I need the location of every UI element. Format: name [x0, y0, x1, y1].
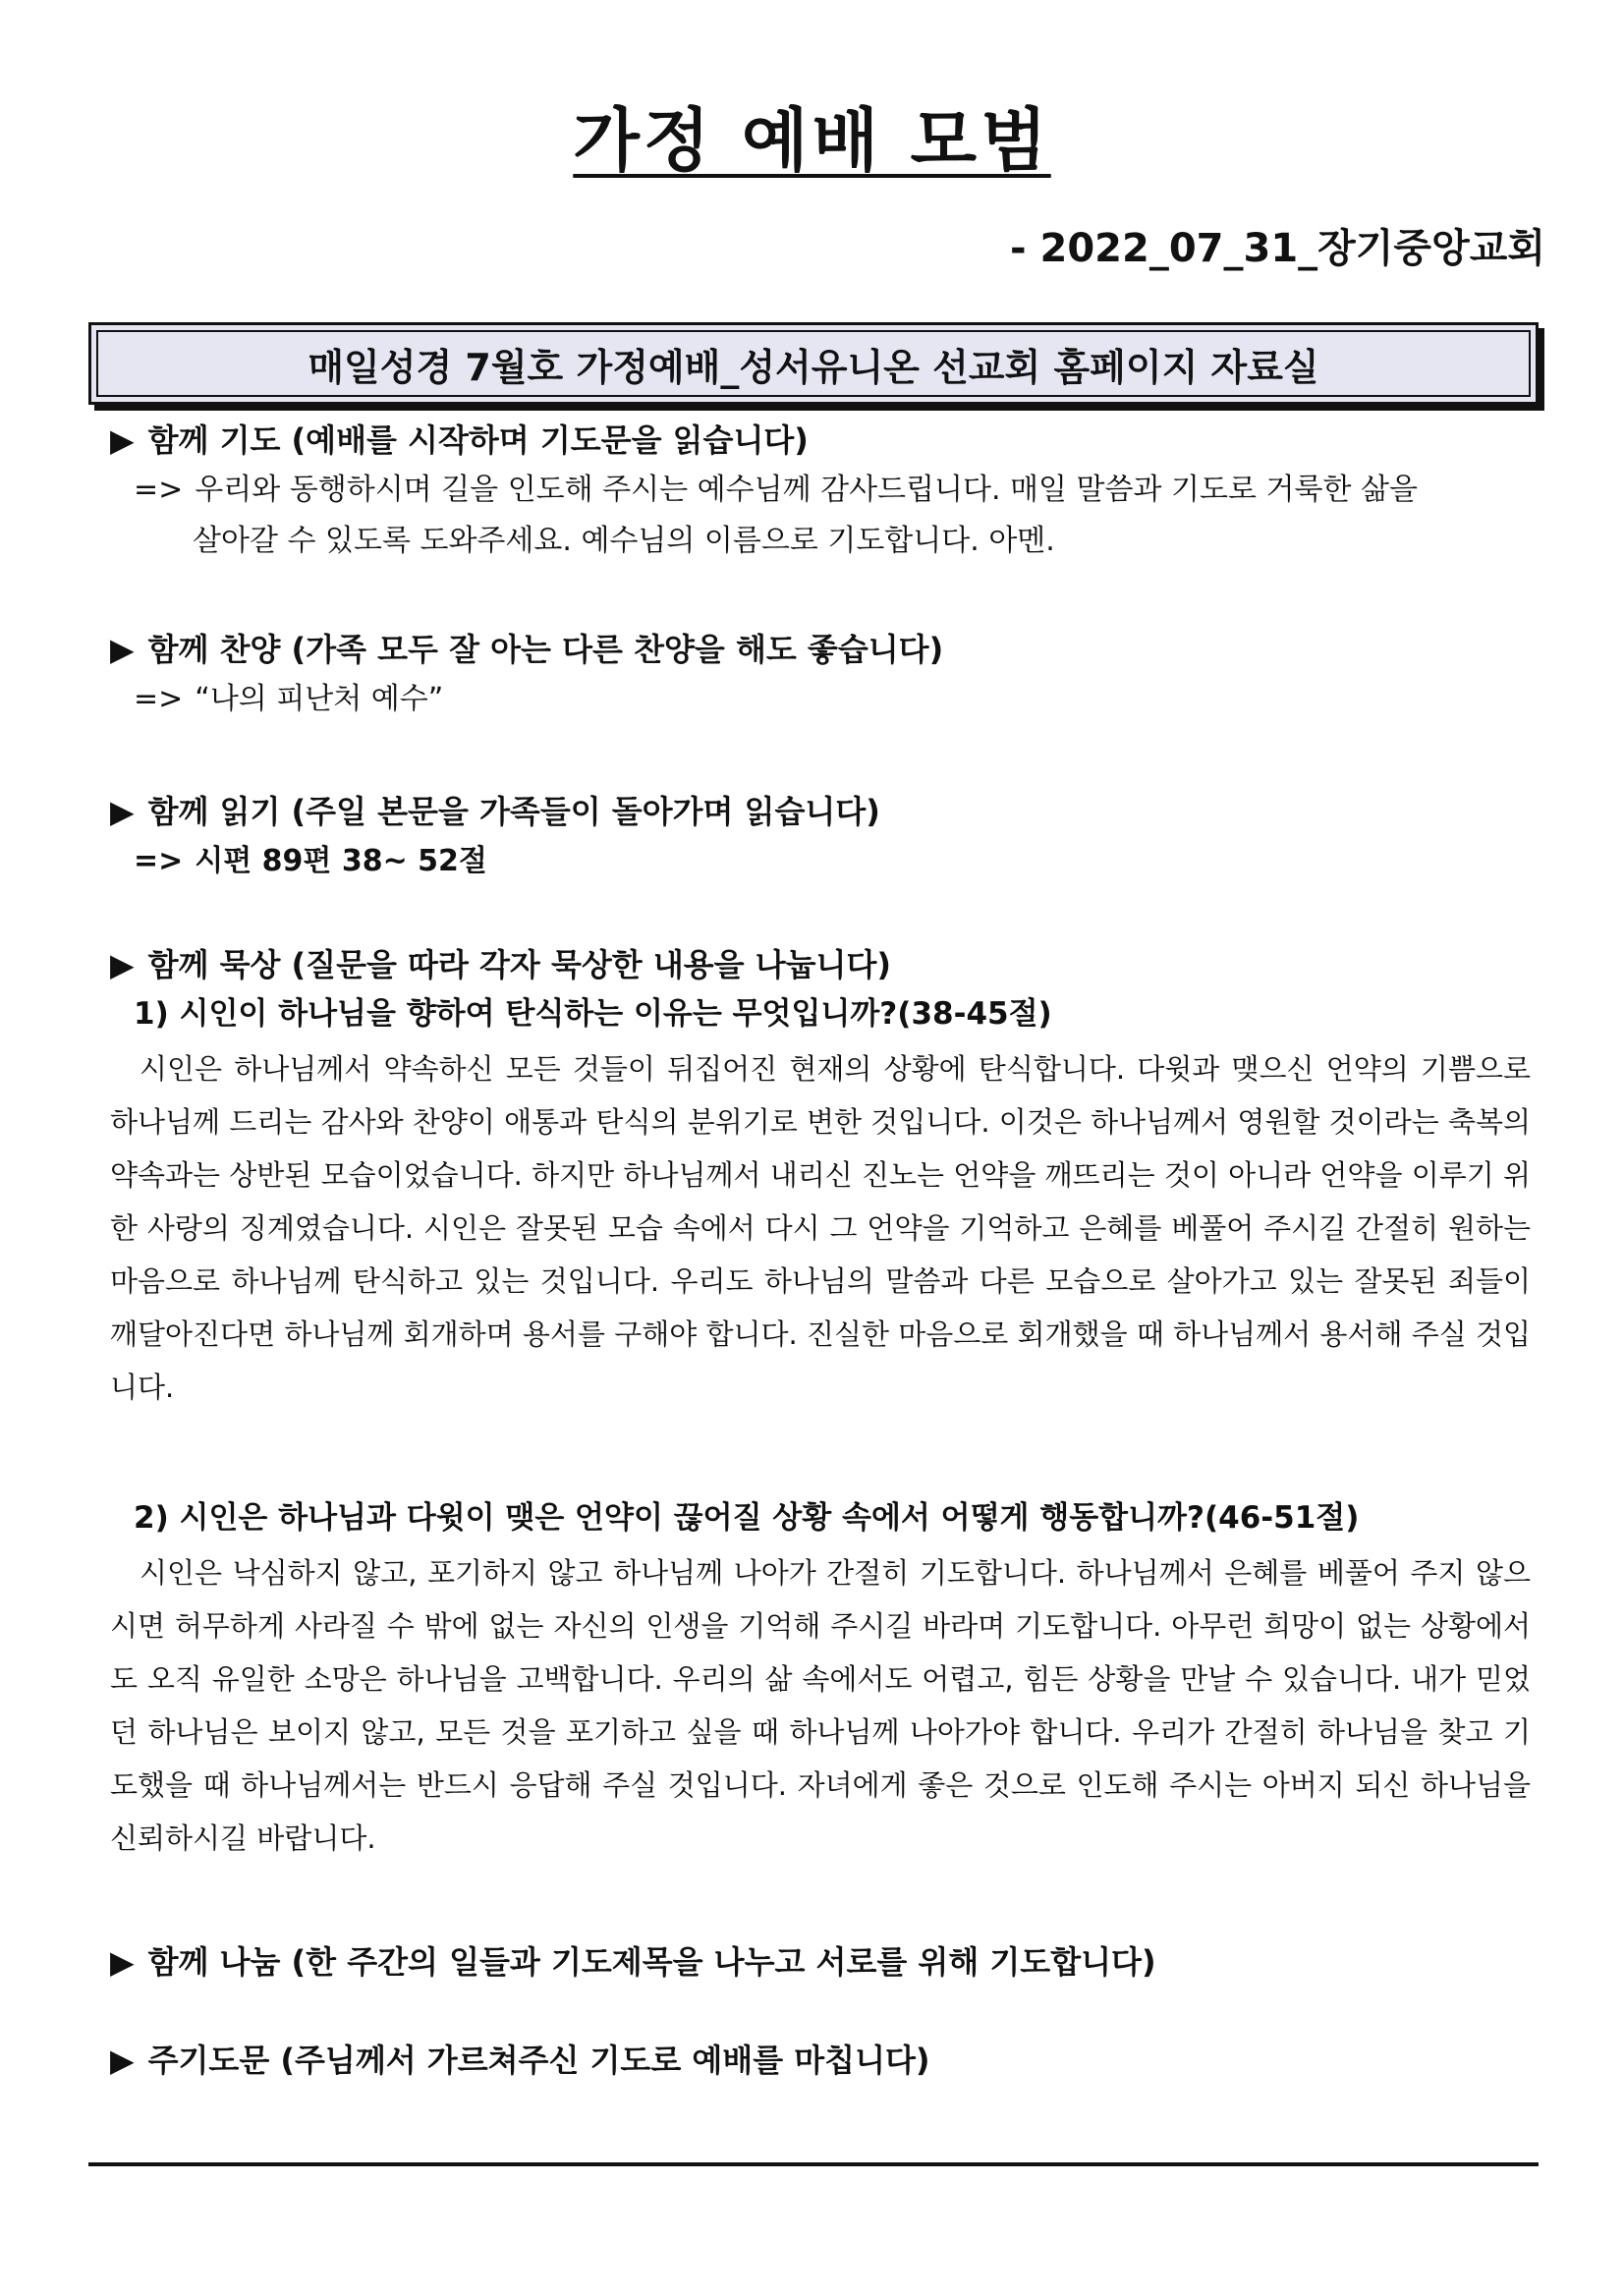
praise-song-title: “나의 피난처 예수”: [195, 682, 444, 716]
reading-heading-text: 함께 읽기 (주일 본문을 가족들이 돌아가며 읽습니다): [147, 793, 880, 830]
lords-prayer-heading-text: 주기도문 (주님께서 가르쳐주신 기도로 예배를 마칩니다): [147, 2042, 930, 2079]
prayer-heading: [110, 416, 1544, 465]
date-church-line: - 2022_07_31_장기중앙교회: [1009, 226, 1545, 271]
question-2: 2) 시인은 하나님과 다윗이 맺은 언약이 끊어질 상황 속에서 어떻게 행동합니까?(46-51절): [134, 1500, 1360, 1536]
prayer-text: [110, 465, 1544, 567]
section-prayer: [110, 416, 1544, 567]
prayer-line-1: 우리와 동행하시며 길을 인도해 주시는 예수님께 감사드립니다. 매일 말씀과 기도로 거룩한 삶을: [195, 473, 1418, 507]
triangle-bullet-icon: ▶: [110, 946, 135, 983]
reading-passage: [110, 836, 1544, 887]
praise-song: [110, 674, 1544, 725]
source-banner-text: 매일성경 7월호 가정예배_성서유니온 선교회 홈페이지 자료실: [96, 330, 1531, 397]
praise-heading-text: 함께 찬양 (가족 모두 잘 아는 다른 찬양을 해도 좋습니다): [147, 631, 944, 668]
triangle-bullet-icon: ▶: [110, 631, 135, 668]
page-title: [0, 96, 1624, 185]
section-reading: [110, 787, 1544, 887]
page-title-text: 가정 예배 모범: [573, 100, 1051, 181]
section-question-2: [110, 1493, 1544, 1865]
reading-passage-text: 시편 89편 38~ 52절: [195, 844, 487, 878]
prayer-line-2: 살아갈 수 있도록 도와주세요. 예수님의 이름으로 기도합니다. 아멘.: [193, 524, 1055, 558]
question-1: 1) 시인이 하나님을 향하여 탄식하는 이유는 무엇입니까?(38-45절): [134, 996, 1052, 1032]
source-banner: [88, 322, 1539, 405]
reading-heading: [110, 787, 1544, 836]
answer-2: 시인은 낙심하지 않고, 포기하지 않고 하나님께 나아가 간절히 기도합니다. 하나님께서 은혜를 베풀어 주지 않으시면 허무하게 사라질 수 밖에 없는 자신의 인생을 기억해 주시길 바라며 기도합니다. 아무런 희망이 없는 상황에서도 오직 유일한 소망은 하나님을 고백합니다. 우리의 삶 속에서도 어렵고, 힘든 상황을 만날 수 있습니다. 내가 믿었던 하나님은 보이지 않고, 모든 것을 포기하고 싶을 때 하나님께 나아가야 합니다. 우리가 간절히 하나님을 찾고 기도했을 때 하나님께서는 반드시 응답해 주실 것입니다. 자녀에게 좋은 것으로 인도해 주시는 아버지 되신 하나님을 신뢰하시길 바랍니다.: [110, 1556, 1531, 1855]
bottom-divider: [88, 2162, 1539, 2166]
triangle-bullet-icon: ▶: [110, 793, 135, 830]
triangle-bullet-icon: ▶: [110, 421, 135, 459]
section-lords-prayer: [110, 2036, 1544, 2085]
section-praise: [110, 625, 1544, 725]
meditation-heading-text: 함께 묵상 (질문을 따라 각자 묵상한 내용을 나눕니다): [147, 946, 891, 983]
praise-heading: [110, 625, 1544, 674]
sharing-heading: [110, 1937, 1544, 1987]
arrow-icon: =>: [134, 473, 184, 507]
section-sharing: [110, 1937, 1544, 1987]
lords-prayer-heading: [110, 2036, 1544, 2085]
arrow-icon: =>: [134, 844, 184, 878]
meditation-heading: [110, 940, 1544, 989]
answer-1: 시인은 하나님께서 약속하신 모든 것들이 뒤집어진 현재의 상황에 탄식합니다. 다윗과 맺으신 언약의 기쁨으로 하나님께 드리는 감사와 찬양이 애통과 탄식의 분위기로 변한 것입니다. 이것은 하나님께서 영원할 것이라는 축복의 약속과는 상반된 모습이었습니다. 하지만 하나님께서 내리신 진노는 언약을 깨뜨리는 것이 아니라 언약을 이루기 위한 사랑의 징계였습니다. 시인은 잘못된 모습 속에서 다시 그 언약을 기억하고 은혜를 베풀어 주시길 간절히 원하는 마음으로 하나님께 탄식하고 있는 것입니다. 우리도 하나님의 말씀과 다른 모습으로 살아가고 있는 잘못된 죄들이 깨달아진다면 하나님께 회개하며 용서를 구해야 합니다. 진실한 마음으로 회개했을 때 하나님께서 용서해 주실 것입니다.: [110, 1052, 1531, 1404]
arrow-icon: =>: [134, 682, 184, 716]
triangle-bullet-icon: ▶: [110, 1943, 135, 1981]
prayer-heading-text: 함께 기도 (예배를 시작하며 기도문을 읽습니다): [147, 421, 809, 459]
triangle-bullet-icon: ▶: [110, 2042, 135, 2079]
sharing-heading-text: 함께 나눔 (한 주간의 일들과 기도제목을 나누고 서로를 위해 기도합니다): [147, 1943, 1156, 1981]
section-meditation: [110, 940, 1544, 1414]
